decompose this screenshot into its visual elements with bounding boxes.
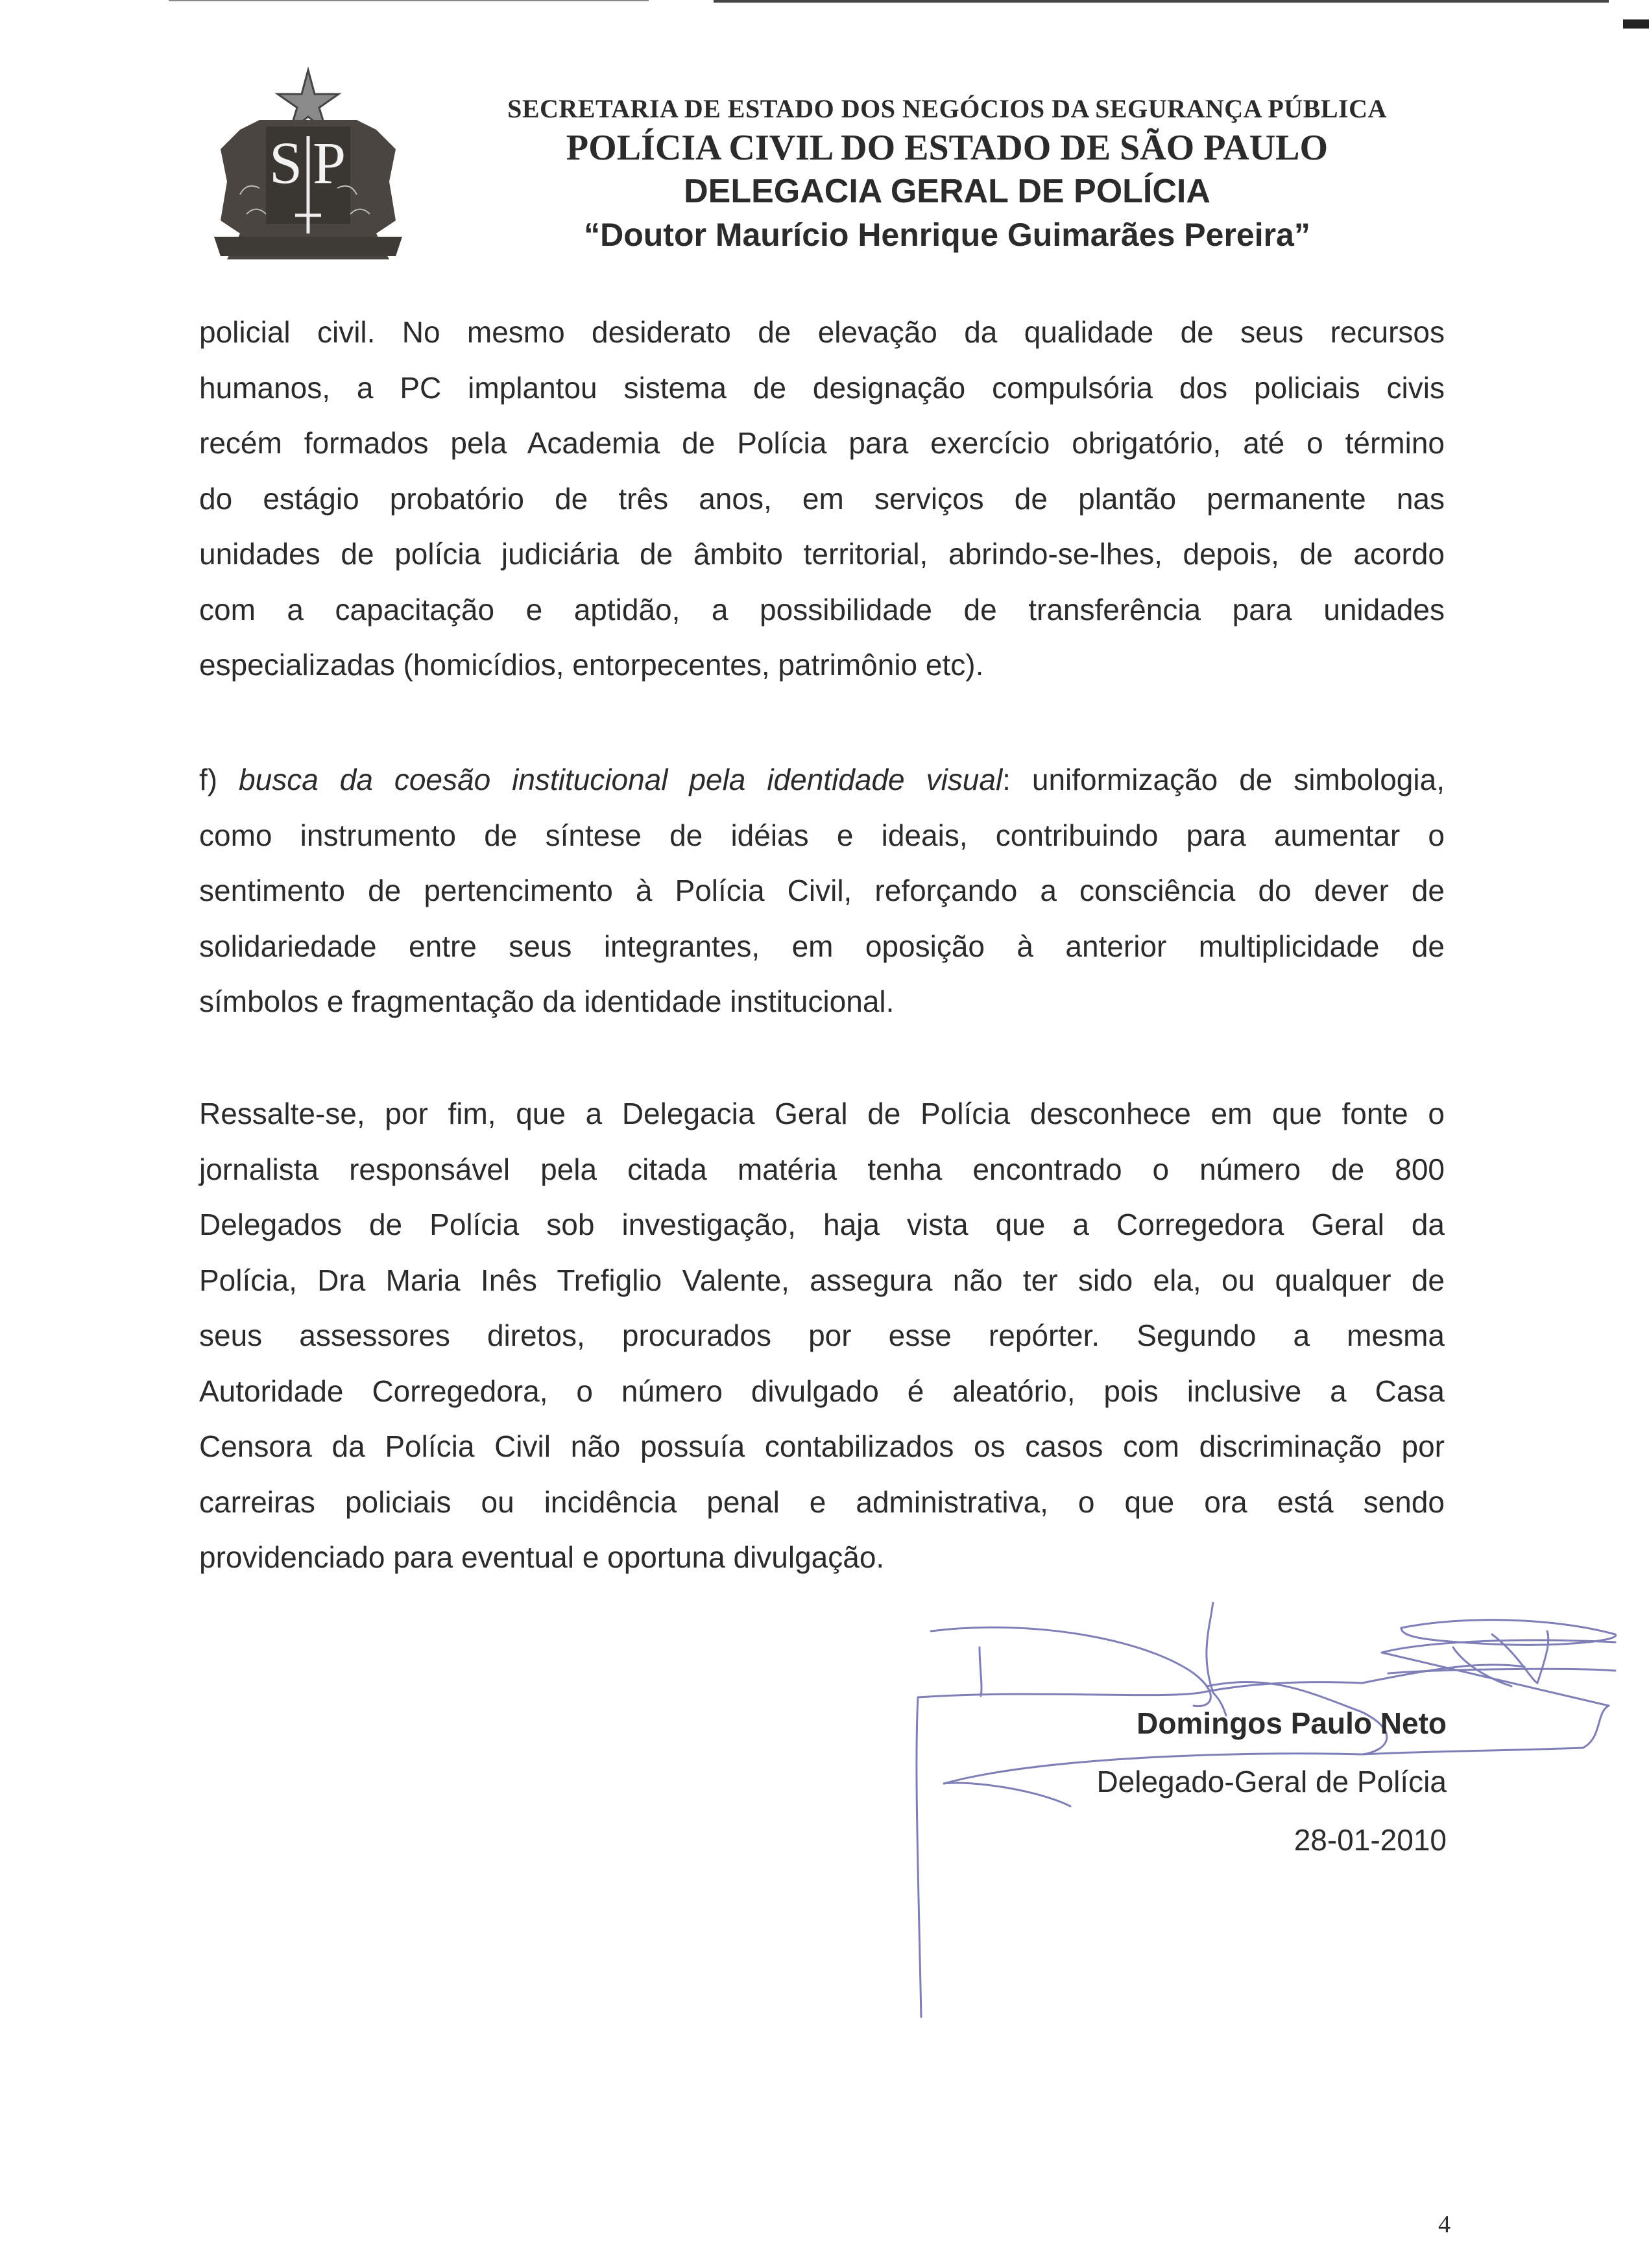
italic-heading: busca da coesão institucional pela identidade visual — [239, 763, 1003, 796]
letterhead-honoree: “Doutor Maurício Henrique Guimarães Pereira” — [584, 217, 1310, 253]
list-marker: f) — [199, 763, 239, 796]
text-line: humanos, a PC implantou sistema de designação compulsória dos policiais civis — [199, 370, 1445, 405]
text-line: do estágio probatório de três anos, em serviços de plantão permanente nas — [199, 481, 1445, 516]
letterhead-delegacia-geral: DELEGACIA GERAL DE POLÍCIA — [684, 173, 1210, 210]
text-line: símbolos e fragmentação da identidade institucional. — [199, 985, 895, 1018]
scan-edge-line — [169, 0, 649, 1]
text-line: jornalista responsável pela citada matéria tenha encontrado o número de 800 — [199, 1152, 1445, 1186]
crest-letter-s: S — [269, 130, 303, 196]
signatory-title: Delegado-Geral de Polícia — [1096, 1765, 1447, 1798]
letterhead-secretariat: SECRETARIA DE ESTADO DOS NEGÓCIOS DA SEGURANÇA PÚBLICA — [507, 94, 1387, 123]
paragraph-human-resources — [199, 305, 1445, 693]
text-line: Autoridade Corregedora, o número divulgado é aleatório, pois inclusive a Casa — [199, 1374, 1445, 1408]
text-line: seus assessores diretos, procurados por esse repórter. Segundo a mesma — [199, 1319, 1445, 1352]
text-line: como instrumento de síntese de idéias e ideais, contribuindo para aumentar o — [199, 818, 1445, 852]
sao-paulo-state-crest-icon — [201, 65, 415, 272]
signatory-name: Domingos Paulo Neto — [1137, 1706, 1447, 1740]
text-line: solidariedade entre seus integrantes, em oposição à anterior multiplicidade de — [199, 929, 1445, 963]
text-line: Polícia, Dra Maria Inês Trefiglio Valente, assegura não ter sido ela, ou qualquer de — [199, 1263, 1445, 1297]
text-line: unidades de polícia judiciária de âmbito territorial, abrindo-se-lhes, depois, de acordo — [199, 537, 1445, 571]
document-date: 28-01-2010 — [1294, 1823, 1447, 1857]
text-line: recém formados pela Academia de Polícia para exercício obrigatório, até o término — [199, 426, 1445, 460]
signature-block — [1096, 1694, 1447, 1869]
text-line: Delegados de Polícia sob investigação, haja vista que a Corregedora Geral da — [199, 1208, 1445, 1241]
text-line — [199, 752, 1445, 808]
letterhead-police-civil: POLÍCIA CIVIL DO ESTADO DE SÃO PAULO — [566, 128, 1329, 168]
scan-corner-mark — [1623, 19, 1649, 29]
crest-letter-p: P — [313, 130, 346, 196]
text-line: especializadas (homicídios, entorpecentes, patrimônio etc). — [199, 648, 984, 682]
text-line: providenciado para eventual e oportuna divulgação. — [199, 1540, 885, 1574]
letterhead — [415, 91, 1479, 256]
text-line: Ressalte-se, por fim, que a Delegacia Geral de Polícia desconhece em que fonte o — [199, 1097, 1445, 1130]
page-number: 4 — [1438, 2211, 1450, 2238]
heading-continuation: : uniformização de simbologia, — [1002, 763, 1445, 796]
text-line: carreiras policiais ou incidência penal e administrativa, o que ora está sendo — [199, 1485, 1445, 1519]
scan-edge-line — [714, 0, 1609, 3]
paragraph-visual-identity — [199, 752, 1445, 1030]
text-line: policial civil. No mesmo desiderato de elevação da qualidade de seus recursos — [199, 315, 1445, 349]
text-line: sentimento de pertencimento à Polícia Civil, reforçando a consciência do dever de — [199, 874, 1445, 907]
text-line: Censora da Polícia Civil não possuía contabilizados os casos com discriminação por — [199, 1429, 1445, 1463]
paragraph-conclusion — [199, 1086, 1445, 1586]
text-line: com a capacitação e aptidão, a possibilidade de transferência para unidades — [199, 592, 1445, 627]
